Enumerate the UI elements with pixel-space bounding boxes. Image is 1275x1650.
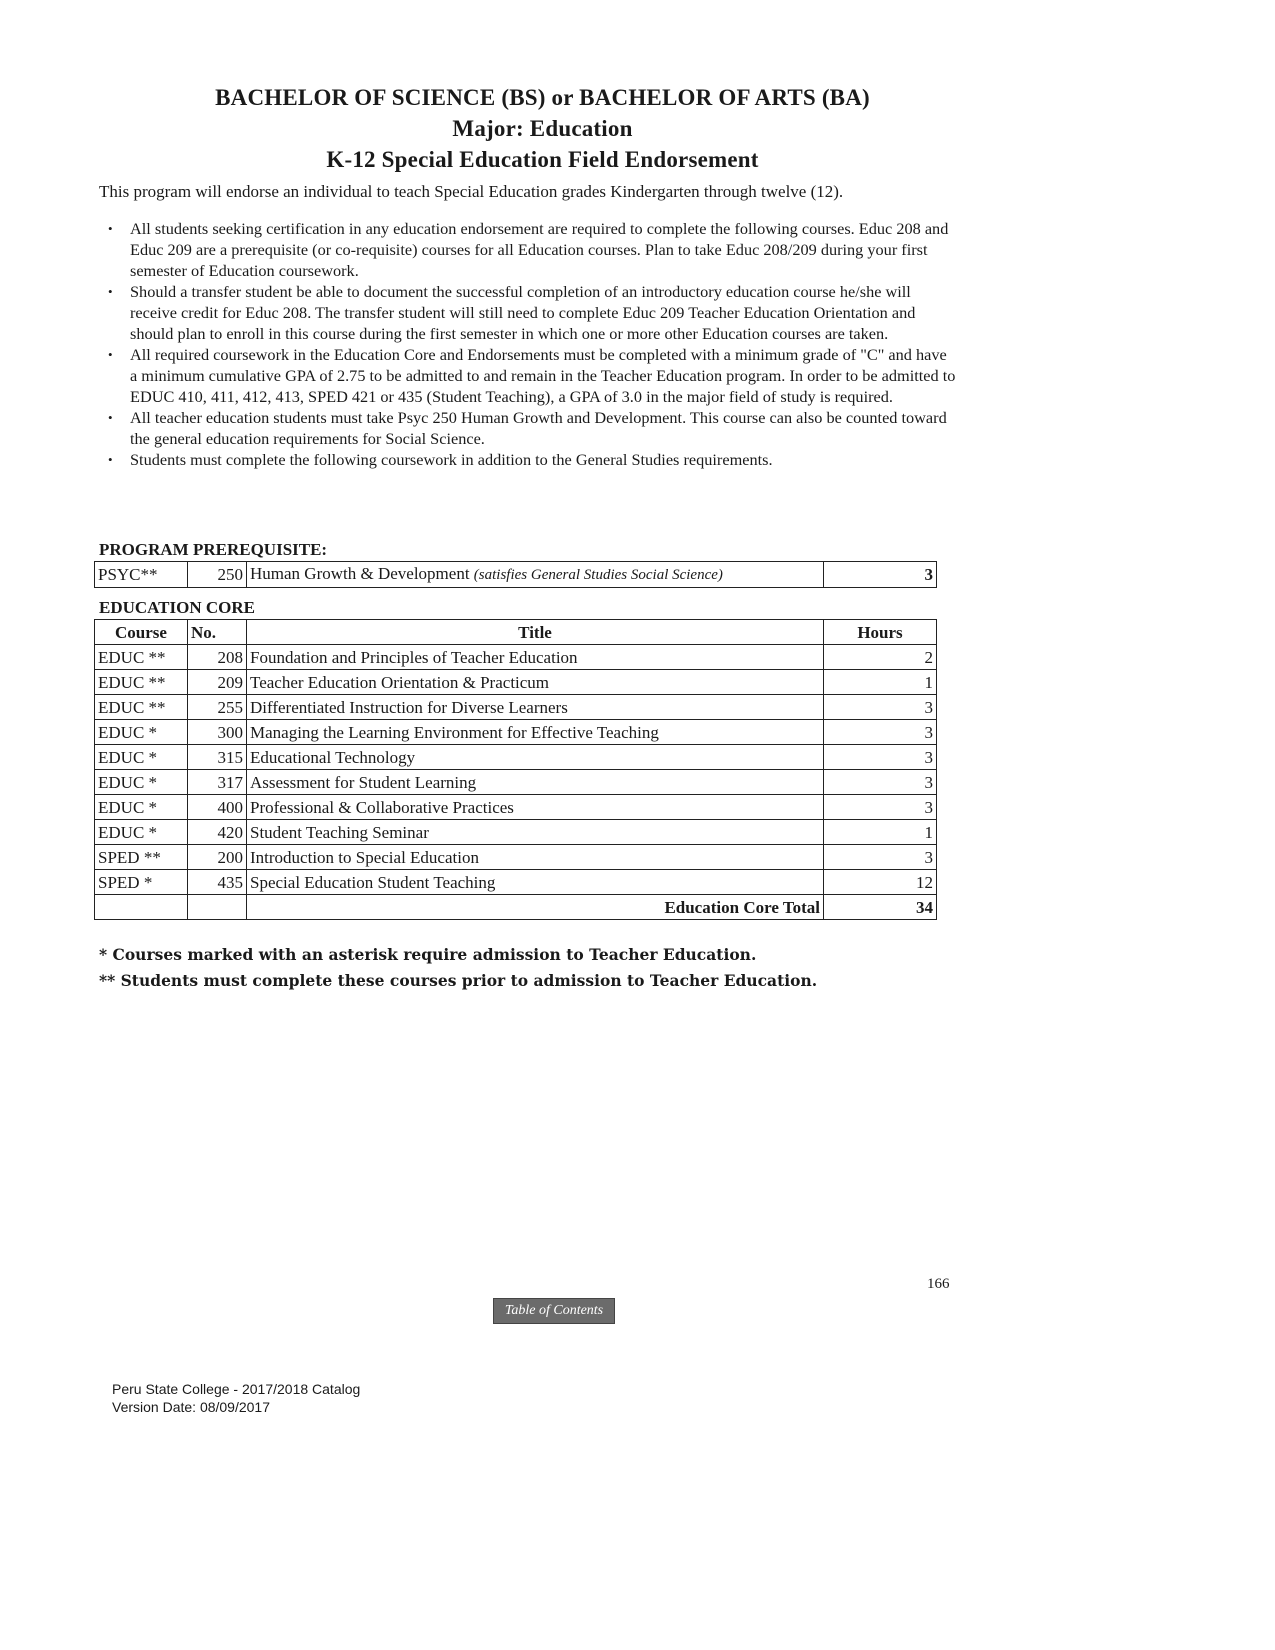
number-cell: 209 [188, 670, 247, 695]
footer [112, 1380, 360, 1416]
hours-cell: 3 [824, 770, 937, 795]
list-item: • All students seeking certification in any education endorsement are required to complete the following courses. Educ 208 and Educ 209 are a prerequisite (or co-requisite) courses for all Education courses. Plan to take Educ 208/209 during your first semester of Education coursework. [108, 219, 949, 280]
title-cell: Foundation and Principles of Teacher Education [247, 645, 824, 670]
prerequisite-table [94, 561, 937, 588]
total-row [95, 895, 937, 920]
title-cell: Student Teaching Seminar [247, 820, 824, 845]
education-core-table [94, 619, 937, 920]
title-cell: Teacher Education Orientation & Practicum [247, 670, 824, 695]
list-item: • All teacher education students must take Psyc 250 Human Growth and Development. This course can also be counted toward the general education requirements for Social Science. [108, 408, 947, 448]
hours-cell: 3 [824, 845, 937, 870]
core-rows [95, 645, 937, 895]
course-cell: EDUC ** [95, 670, 188, 695]
bullet-icon: • [108, 221, 113, 236]
column-header-title: Title [247, 620, 824, 645]
table-of-contents-button[interactable]: Table of Contents [493, 1298, 615, 1324]
footnotes [99, 942, 817, 994]
number-cell: 435 [188, 870, 247, 895]
major-title: Major: Education [452, 116, 633, 141]
prerequisite-heading: PROGRAM PREREQUISITE: [99, 540, 328, 559]
hours-cell: 3 [824, 562, 937, 588]
single-asterisk-note: * Courses marked with an asterisk require admission to Teacher Education. [99, 945, 757, 964]
title-cell: Professional & Collaborative Practices [247, 795, 824, 820]
course-cell: SPED * [95, 870, 188, 895]
title-cell: Assessment for Student Learning [247, 770, 824, 795]
catalog-label: Peru State College - 2017/2018 Catalog [112, 1381, 361, 1397]
bullet-icon: • [108, 284, 113, 299]
version-date: Version Date: 08/09/2017 [112, 1399, 271, 1415]
number-cell: 400 [188, 795, 247, 820]
table-row [95, 820, 937, 845]
list-item: • Should a transfer student be able to document the successful completion of an introductory education course he/she will receive credit for Educ 208. The transfer student will still need to complete Educ 209 Teacher Education Orientation and should plan to enroll in this course during the first semester in which one or more other Education courses are taken. [108, 282, 916, 343]
double-asterisk-note: ** Students must complete these courses prior to admission to Teacher Education. [99, 971, 818, 990]
title-cell: Educational Technology [247, 745, 824, 770]
total-label: Education Core Total [247, 895, 824, 920]
page-title [0, 82, 1085, 175]
total-hours: 34 [824, 895, 937, 920]
course-cell: EDUC * [95, 745, 188, 770]
course-cell: EDUC * [95, 795, 188, 820]
title-cell: Differentiated Instruction for Diverse Learners [247, 695, 824, 720]
table-row [95, 770, 937, 795]
title-cell: Special Education Student Teaching [247, 870, 824, 895]
number-cell: 250 [188, 562, 247, 588]
hours-cell: 2 [824, 645, 937, 670]
bullet-icon: • [108, 410, 113, 425]
page-number: 166 [927, 1276, 950, 1292]
column-header-course: Course [95, 620, 188, 645]
course-cell: EDUC ** [95, 645, 188, 670]
table-row [95, 795, 937, 820]
table-header-row [95, 620, 937, 645]
intro-text: This program will endorse an individual to teach Special Education grades Kindergarten through twelve (12). [99, 182, 844, 201]
hours-cell: 3 [824, 795, 937, 820]
hours-cell: 3 [824, 695, 937, 720]
hours-cell: 1 [824, 820, 937, 845]
table-row [95, 845, 937, 870]
course-cell: EDUC * [95, 770, 188, 795]
table-row [95, 695, 937, 720]
course-cell: SPED ** [95, 845, 188, 870]
number-cell: 315 [188, 745, 247, 770]
table-row [95, 562, 937, 588]
table-row [95, 870, 937, 895]
hours-cell: 3 [824, 720, 937, 745]
hours-cell: 12 [824, 870, 937, 895]
table-row [95, 745, 937, 770]
bullet-icon: • [108, 452, 113, 467]
title-cell: Managing the Learning Environment for Effective Teaching [247, 720, 824, 745]
requirements-list [108, 218, 958, 470]
number-cell: 200 [188, 845, 247, 870]
table-row [95, 670, 937, 695]
course-cell: EDUC ** [95, 695, 188, 720]
degree-title: BACHELOR OF SCIENCE (BS) or BACHELOR OF ARTS (BA) [215, 85, 870, 110]
course-cell: EDUC * [95, 720, 188, 745]
title-cell: Introduction to Special Education [247, 845, 824, 870]
column-header-hours: Hours [824, 620, 937, 645]
number-cell: 420 [188, 820, 247, 845]
course-cell: EDUC * [95, 820, 188, 845]
number-cell: 255 [188, 695, 247, 720]
number-cell: 300 [188, 720, 247, 745]
table-row [95, 720, 937, 745]
list-item: • Students must complete the following coursework in addition to the General Studies requirements. [108, 450, 773, 469]
column-header-no: No. [188, 620, 247, 645]
table-row [95, 645, 937, 670]
course-cell: PSYC** [95, 562, 188, 588]
prerequisite-note: (satisfies General Studies Social Science) [473, 567, 723, 583]
number-cell: 317 [188, 770, 247, 795]
list-item: • All required coursework in the Education Core and Endorsements must be completed with a minimum grade of "C" and have a minimum cumulative GPA of 2.75 to be admitted to and remain in the Teacher Education program. In order to be admitted to EDUC 410, 411, 412, 413, SPED 421 or 435 (Student Teaching), a GPA of 3.0 in the major field of study is required. [108, 345, 956, 406]
endorsement-title: K-12 Special Education Field Endorsement [326, 147, 759, 172]
title-cell: Human Growth & Development (satisfies General Studies Social Science) [247, 562, 824, 588]
hours-cell: 3 [824, 745, 937, 770]
number-cell: 208 [188, 645, 247, 670]
education-core-heading: EDUCATION CORE [99, 598, 256, 617]
bullet-icon: • [108, 347, 113, 362]
hours-cell: 1 [824, 670, 937, 695]
